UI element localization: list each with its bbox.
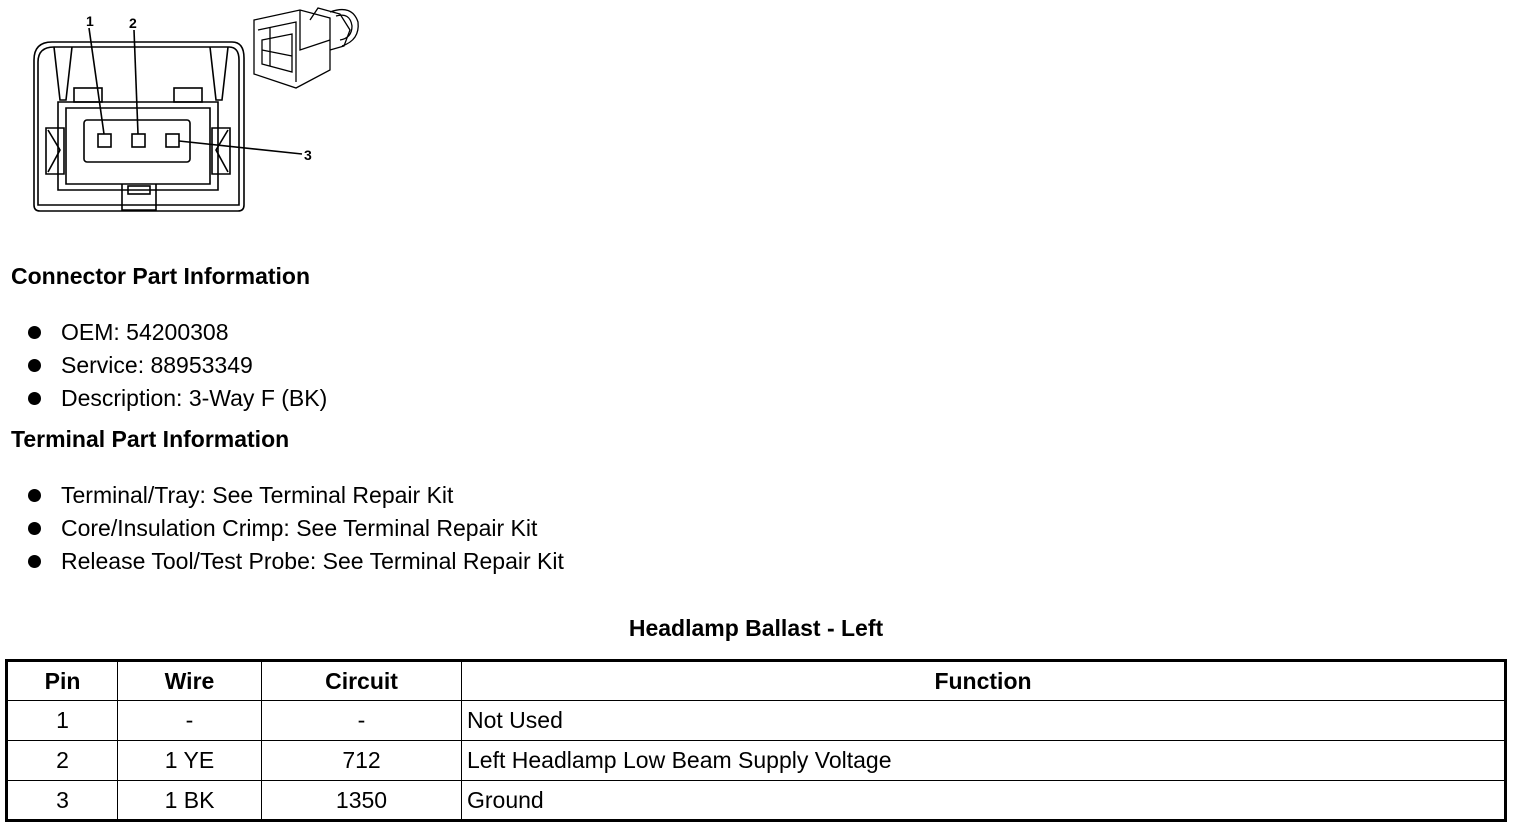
cell-wire: 1 YE [118, 741, 262, 781]
cell-function: Left Headlamp Low Beam Supply Voltage [462, 741, 1506, 781]
pin-1-callout: 1 [86, 13, 94, 29]
terminal-part-list [28, 479, 564, 578]
table-row [7, 781, 1506, 821]
connector-perspective-icon [254, 8, 358, 88]
list-item [28, 382, 327, 415]
terminal-part-heading: Terminal Part Information [11, 426, 290, 452]
list-item [28, 349, 327, 382]
header-function: Function [462, 661, 1506, 701]
cell-pin: 3 [7, 781, 118, 821]
connector-description: Description: 3-Way F (BK) [61, 385, 328, 411]
connector-face-diagram [0, 0, 380, 225]
oem-number: OEM: 54200308 [61, 319, 229, 345]
table-row [7, 741, 1506, 781]
service-number: Service: 88953349 [61, 352, 253, 378]
bullet-icon [28, 326, 41, 339]
bullet-icon [28, 392, 41, 405]
header-wire: Wire [118, 661, 262, 701]
crimp-info: Core/Insulation Crimp: See Terminal Repair Kit [61, 515, 538, 541]
table-row [7, 701, 1506, 741]
connector-part-list [28, 316, 327, 415]
bullet-icon [28, 359, 41, 372]
bullet-icon [28, 522, 41, 535]
pinout-table [5, 659, 1507, 822]
cell-wire: - [118, 701, 262, 741]
cell-circuit: - [262, 701, 462, 741]
bullet-icon [28, 555, 41, 568]
header-pin: Pin [7, 661, 118, 701]
bullet-icon [28, 489, 41, 502]
cell-wire: 1 BK [118, 781, 262, 821]
list-item [28, 545, 564, 578]
list-item [28, 512, 564, 545]
cell-pin: 1 [7, 701, 118, 741]
release-tool-info: Release Tool/Test Probe: See Terminal Repair Kit [61, 548, 564, 574]
table-header-row [7, 661, 1506, 701]
cell-circuit: 1350 [262, 781, 462, 821]
cell-function: Not Used [462, 701, 1506, 741]
pin-3-callout: 3 [304, 147, 312, 163]
cell-pin: 2 [7, 741, 118, 781]
connector-part-heading: Connector Part Information [11, 263, 311, 289]
terminal-tray: Terminal/Tray: See Terminal Repair Kit [61, 482, 454, 508]
list-item [28, 316, 327, 349]
pin-2-callout: 2 [129, 15, 137, 31]
header-circuit: Circuit [262, 661, 462, 701]
cell-circuit: 712 [262, 741, 462, 781]
list-item [28, 479, 564, 512]
cell-function: Ground [462, 781, 1506, 821]
table-title: Headlamp Ballast - Left [628, 615, 884, 641]
